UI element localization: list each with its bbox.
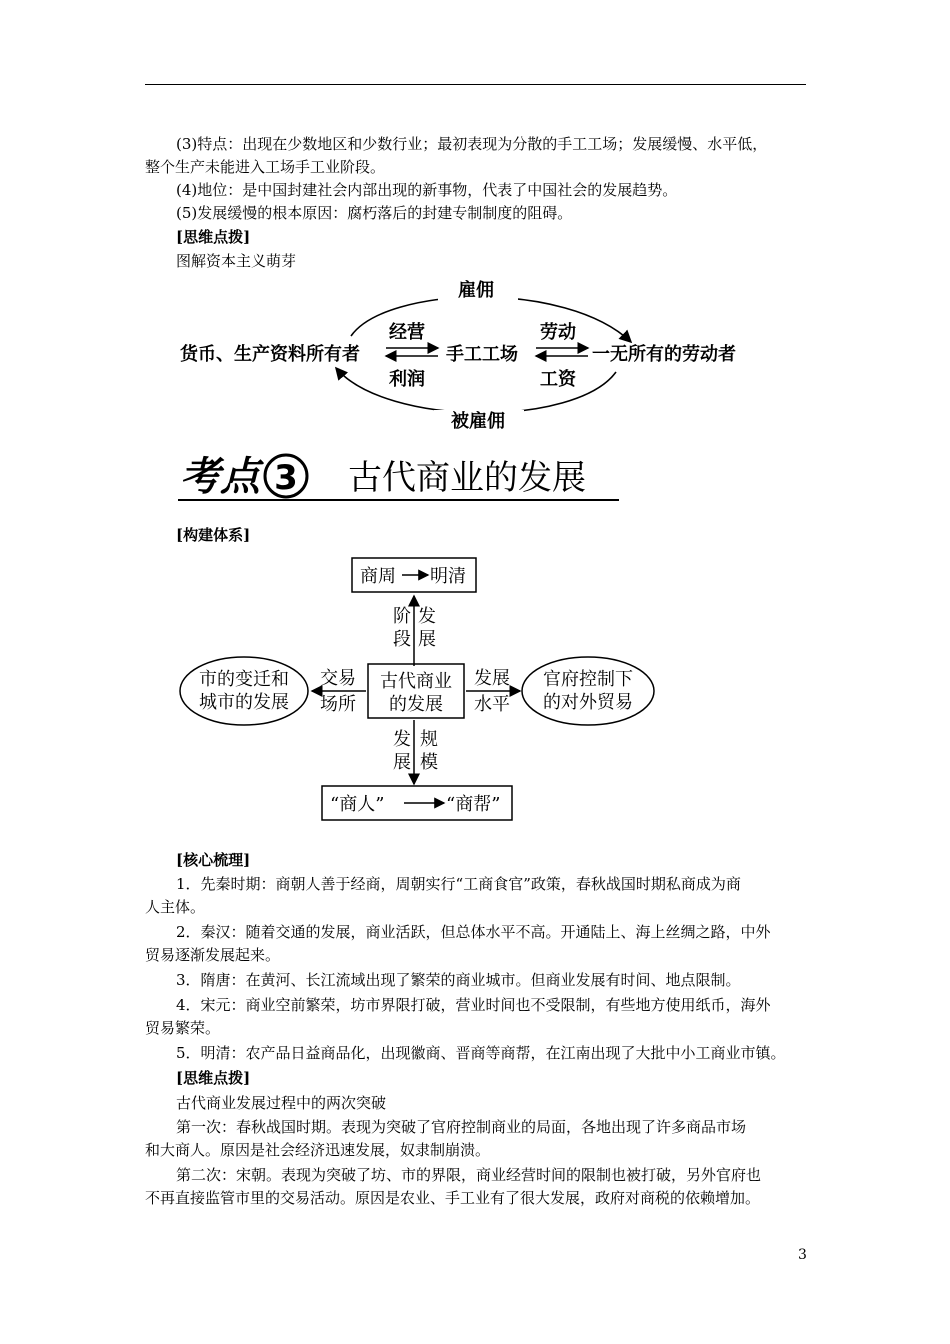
- top-box-right: 明清: [430, 566, 466, 587]
- profit-label: 利润: [389, 369, 425, 390]
- down-right-2: 模: [420, 752, 438, 773]
- bottom-box-left: “商人”: [330, 794, 385, 815]
- right-label-2: 水平: [474, 694, 510, 715]
- center-workshop: 手工工场: [446, 344, 518, 365]
- banner-number: 3: [274, 458, 298, 498]
- up-left-1: 阶: [393, 606, 411, 627]
- right-laborer: 一无所有的劳动者: [592, 344, 736, 365]
- center-line-2: 的发展: [389, 694, 443, 715]
- left-oval-2: 城市的发展: [199, 692, 289, 713]
- tip2-first-line-2: 和大商人。原因是社会经济迅速发展，奴隶制崩溃。: [145, 1141, 491, 1159]
- tip2-first-line-1: 第一次：春秋战国时期。表现为突破了官府控制商业的局面，各地出现了许多商品市场: [176, 1118, 747, 1136]
- right-oval-1: 官府控制下: [543, 669, 633, 690]
- bottom-box-right: “商帮”: [446, 794, 501, 815]
- operate-label: 经营: [389, 322, 425, 343]
- topic-banner: [176, 445, 621, 505]
- tip-heading: [思维点拨]: [176, 228, 251, 246]
- core-item-4-line-1: 4．宋元：商业空前繁荣，坊市界限打破，营业时间也不受限制，有些地方使用纸币，海外: [176, 996, 771, 1014]
- tip2-second-line-1: 第二次：宋朝。表现为突破了坊、市的界限，商业经营时间的限制也被打破，另外官府也: [176, 1166, 762, 1184]
- core-item-4-line-2: 贸易繁荣。: [145, 1019, 221, 1037]
- down-right-1: 规: [420, 729, 438, 750]
- down-left-2: 展: [393, 752, 411, 773]
- tip2-second-line-2: 不再直接监管市里的交易活动。原因是农业、手工业有了很大发展，政府对商税的依赖增加。: [145, 1189, 761, 1207]
- commerce-system-diagram: [176, 548, 676, 838]
- down-left-1: 发: [393, 729, 411, 750]
- left-oval-1: 市的变迁和: [199, 669, 289, 690]
- tip-title: 图解资本主义萌芽: [176, 252, 297, 270]
- core-item-2-line-2: 贸易逐渐发展起来。: [145, 946, 281, 964]
- core-item-2-line-1: 2．秦汉：随着交通的发展，商业活跃，但总体水平不高。开通陆上、海上丝绸之路，中外: [176, 923, 771, 941]
- top-box-left: 商周: [360, 566, 396, 587]
- point-4: (4)地位：是中国封建社会内部出现的新事物，代表了中国社会的发展趋势。: [176, 181, 678, 199]
- core-item-1-line-1: 1．先秦时期：商朝人善于经商，周朝实行“工商食官”政策，春秋战国时期私商成为商: [176, 875, 741, 893]
- tip2-heading: [思维点拨]: [176, 1069, 251, 1087]
- core-item-5: 5．明清：农产品日益商品化，出现徽商、晋商等商帮，在江南出现了大批中小工商业市镇。: [176, 1044, 786, 1062]
- left-label-1: 交易: [320, 668, 356, 689]
- banner-title: 古代商业的发展: [348, 458, 586, 498]
- core-item-1-line-2: 人主体。: [145, 898, 206, 916]
- left-label-2: 场所: [320, 694, 356, 715]
- page-number: 3: [798, 1247, 807, 1263]
- point-3-line-2: 整个生产未能进入工场手工业阶段。: [145, 158, 386, 176]
- point-3-line-1: (3)特点：出现在少数地区和少数行业；最初表现为分散的手工工场；发展缓慢、水平低，: [176, 135, 768, 153]
- tip2-title: 古代商业发展过程中的两次突破: [176, 1094, 387, 1112]
- center-line-1: 古代商业: [380, 671, 452, 692]
- up-right-2: 展: [418, 629, 436, 650]
- left-owner: 货币、生产资料所有者: [180, 344, 360, 365]
- core-item-3: 3．隋唐：在黄河、长江流域出现了繁荣的商业城市。但商业发展有时间、地点限制。: [176, 971, 741, 989]
- header-rule: [145, 84, 806, 85]
- up-left-2: 段: [393, 629, 411, 650]
- wage-label: 工资: [540, 369, 576, 390]
- sprout-diagram: [176, 272, 761, 434]
- core-heading: [核心梳理]: [176, 851, 251, 869]
- right-label-1: 发展: [474, 668, 510, 689]
- right-oval-2: 的对外贸易: [543, 692, 633, 713]
- top-label: 雇佣: [458, 280, 494, 301]
- up-right-1: 发: [418, 606, 436, 627]
- bottom-label: 被雇佣: [451, 411, 505, 432]
- system-heading: [构建体系]: [176, 526, 251, 544]
- banner-label: 考点: [180, 454, 260, 500]
- labor-label: 劳动: [540, 322, 576, 343]
- point-5: (5)发展缓慢的根本原因：腐朽落后的封建专制制度的阻碍。: [176, 204, 573, 222]
